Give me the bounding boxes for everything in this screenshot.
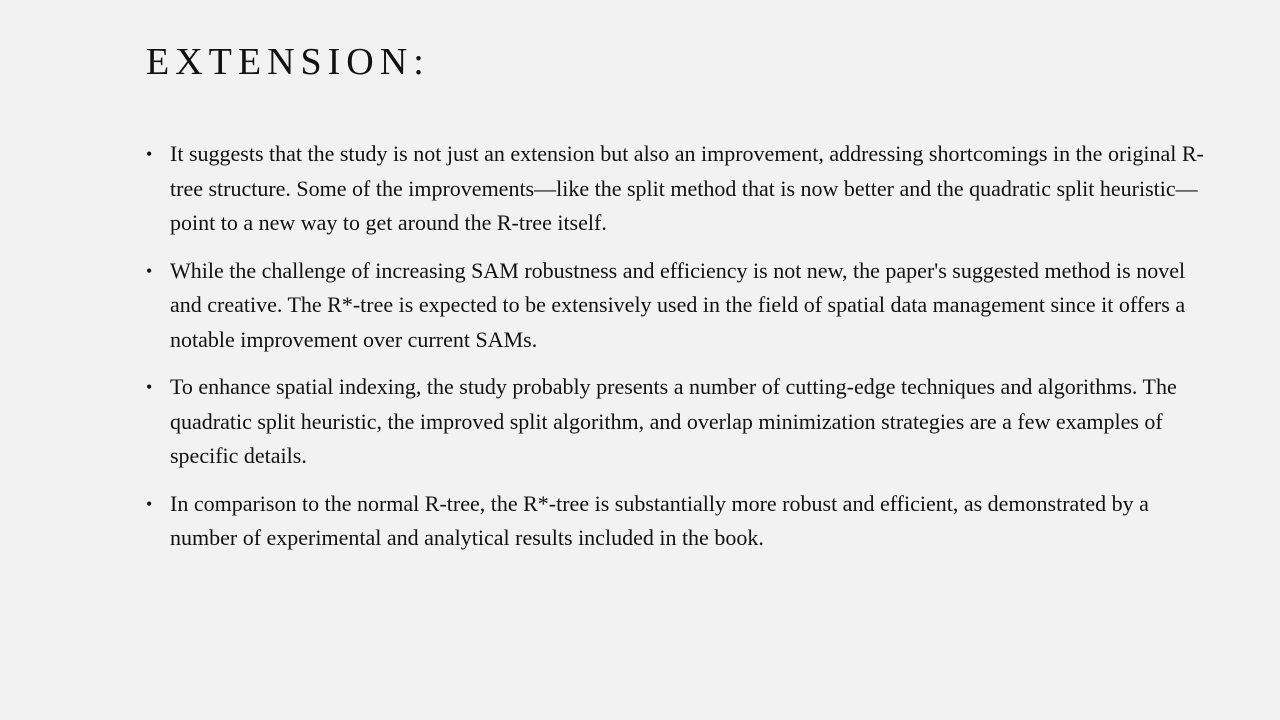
bullet-marker: • [146, 377, 153, 397]
bullet-item [146, 487, 1216, 556]
bullet-list [146, 137, 1216, 569]
bullet-text: To enhance spatial indexing, the study probably presents a number of cutting-edge techniques and algorithms. The quadratic split heuristic, the improved split algorithm, and overlap minimization strategies are a few examples of specific details. [170, 374, 1177, 468]
bullet-item [146, 370, 1216, 474]
bullet-text: It suggests that the study is not just an extension but also an improvement, addressing shortcomings in the original R-tree structure. Some of the improvements—like the split method that is now better and the quadratic split heuristic—point to a new way to get around the R-tree itself. [170, 141, 1204, 235]
bullet-text: In comparison to the normal R-tree, the R*-tree is substantially more robust and efficient, as demonstrated by a number of experimental and analytical results included in the book. [170, 490, 1149, 550]
bullet-text: While the challenge of increasing SAM robustness and efficiency is not new, the paper's suggested method is novel and creative. The R*-tree is expected to be extensively used in the field of spatial data management since it offers a notable improvement over current SAMs. [170, 257, 1186, 352]
bullet-marker: • [146, 144, 153, 164]
bullet-item [146, 137, 1216, 241]
slide-title: EXTENSION: [146, 41, 430, 83]
bullet-marker: • [146, 260, 153, 281]
bullet-marker: • [146, 493, 153, 514]
bullet-item [146, 254, 1216, 358]
